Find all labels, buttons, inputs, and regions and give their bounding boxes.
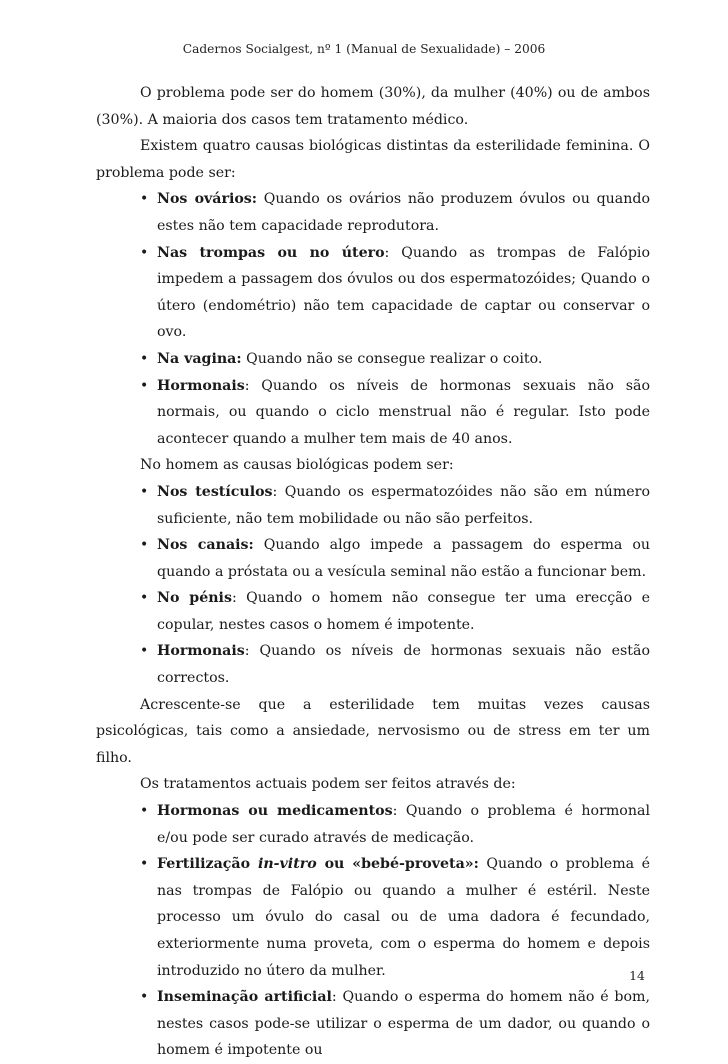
paragraph-problem-share: O problema pode ser do homem (30%), da mulher (40%) ou de ambos (30%). A maioria dos casos tem tratamento médico. <box>96 85 650 128</box>
list-item <box>96 373 650 453</box>
list-item <box>96 851 650 984</box>
item-term: Nos ovários: <box>157 191 258 208</box>
item-term: Na vagina: <box>157 350 242 367</box>
item-term: No pénis <box>157 590 232 607</box>
item-term: Hormonais <box>157 377 245 394</box>
item-text: Quando os ovários não produzem óvulos ou quando estes não tem capacidade reprodutora. <box>157 191 651 234</box>
item-text: Quando o problema é nas trompas de Falópio ou quando a mulher é estéril. Neste processo um óvulo do casal ou de uma dadora é fecundado, exteriormente numa proveta, com o esperma do homem e depois introduzido no útero da mulher. <box>157 856 650 979</box>
bullet-icon: • <box>140 590 149 607</box>
female-causes-list <box>96 186 650 452</box>
bullet-icon: • <box>140 244 149 261</box>
item-term: Nos canais: <box>157 537 254 554</box>
paragraph-female-causes-intro: Existem quatro causas biológicas distintas da esterilidade feminina. O problema pode ser: <box>96 138 650 181</box>
running-header: Cadernos Socialgest, nº 1 (Manual de Sexualidade) – 2006 <box>182 42 546 56</box>
item-term: Nas trompas ou no útero <box>157 244 385 261</box>
bullet-icon: • <box>140 989 149 1006</box>
list-item <box>96 585 650 638</box>
item-term: Inseminação artificial <box>157 989 332 1006</box>
bullet-icon: • <box>140 377 149 394</box>
list-item <box>96 186 650 239</box>
item-term-part: Fertilização <box>157 856 258 873</box>
paragraph-psychological-causes: Acrescente-se que a esterilidade tem muitas vezes causas psicológicas, tais como a ansiedade, nervosismo ou de stress em ter um filho. <box>96 696 650 766</box>
paragraph-treatments-intro: Os tratamentos actuais podem ser feitos através de: <box>140 776 516 793</box>
bullet-icon: • <box>140 803 149 820</box>
item-text: : Quando o problema é hormonal e/ou pode ser curado através de medicação. <box>157 803 650 846</box>
list-item <box>96 984 650 1064</box>
list-item <box>96 346 650 373</box>
bullet-icon: • <box>140 856 149 873</box>
item-text: : Quando o esperma do homem não é bom, nestes casos pode-se utilizar o esperma de um dador, ou quando o homem é impotente ou <box>157 989 650 1059</box>
item-text: : Quando os níveis de hormonas sexuais não estão correctos. <box>157 643 650 687</box>
list-item <box>96 532 650 585</box>
treatments-list <box>96 798 650 1064</box>
male-causes-list <box>96 479 650 692</box>
item-term <box>157 856 479 872</box>
item-term: Hormonais <box>157 643 245 660</box>
item-term-italic: in-vitro <box>257 856 317 873</box>
item-text: Quando algo impede a passagem do esperma ou quando a próstata ou a vesícula seminal não estão a funcionar bem. <box>157 537 651 580</box>
item-text: : Quando o homem não consegue ter uma erecção e copular, nestes casos o homem é impotente. <box>157 590 650 633</box>
item-text: : Quando os níveis de hormonas sexuais não são normais, ou quando o ciclo menstrual não é regular. Isto pode acontecer quando a mulher tem mais de 40 anos. <box>157 377 650 447</box>
body-text <box>96 80 650 1064</box>
item-text: Quando não se consegue realizar o coito. <box>241 350 543 367</box>
item-term: Nos testículos <box>157 483 273 500</box>
list-item <box>96 479 650 532</box>
page-number: 14 <box>629 968 645 983</box>
list-item <box>96 798 650 851</box>
bullet-icon: • <box>140 643 149 660</box>
bullet-icon: • <box>140 537 149 554</box>
item-text: : Quando os espermatozóides não são em número suficiente, não tem mobilidade ou não são perfeitos. <box>157 483 650 527</box>
paragraph-male-causes-intro: No homem as causas biológicas podem ser: <box>140 457 454 474</box>
list-item <box>96 638 650 691</box>
item-text: : Quando as trompas de Falópio impedem a passagem dos óvulos ou dos espermatozóides; Quando o útero (endométrio) não tem capacidade de captar ou conservar o ovo. <box>157 244 650 341</box>
item-term-part: ou «bebé-proveta»: <box>316 856 479 873</box>
bullet-icon: • <box>140 483 149 500</box>
bullet-icon: • <box>140 350 149 367</box>
item-term: Hormonas ou medicamentos <box>157 803 393 820</box>
bullet-icon: • <box>140 191 149 208</box>
list-item <box>96 240 650 346</box>
